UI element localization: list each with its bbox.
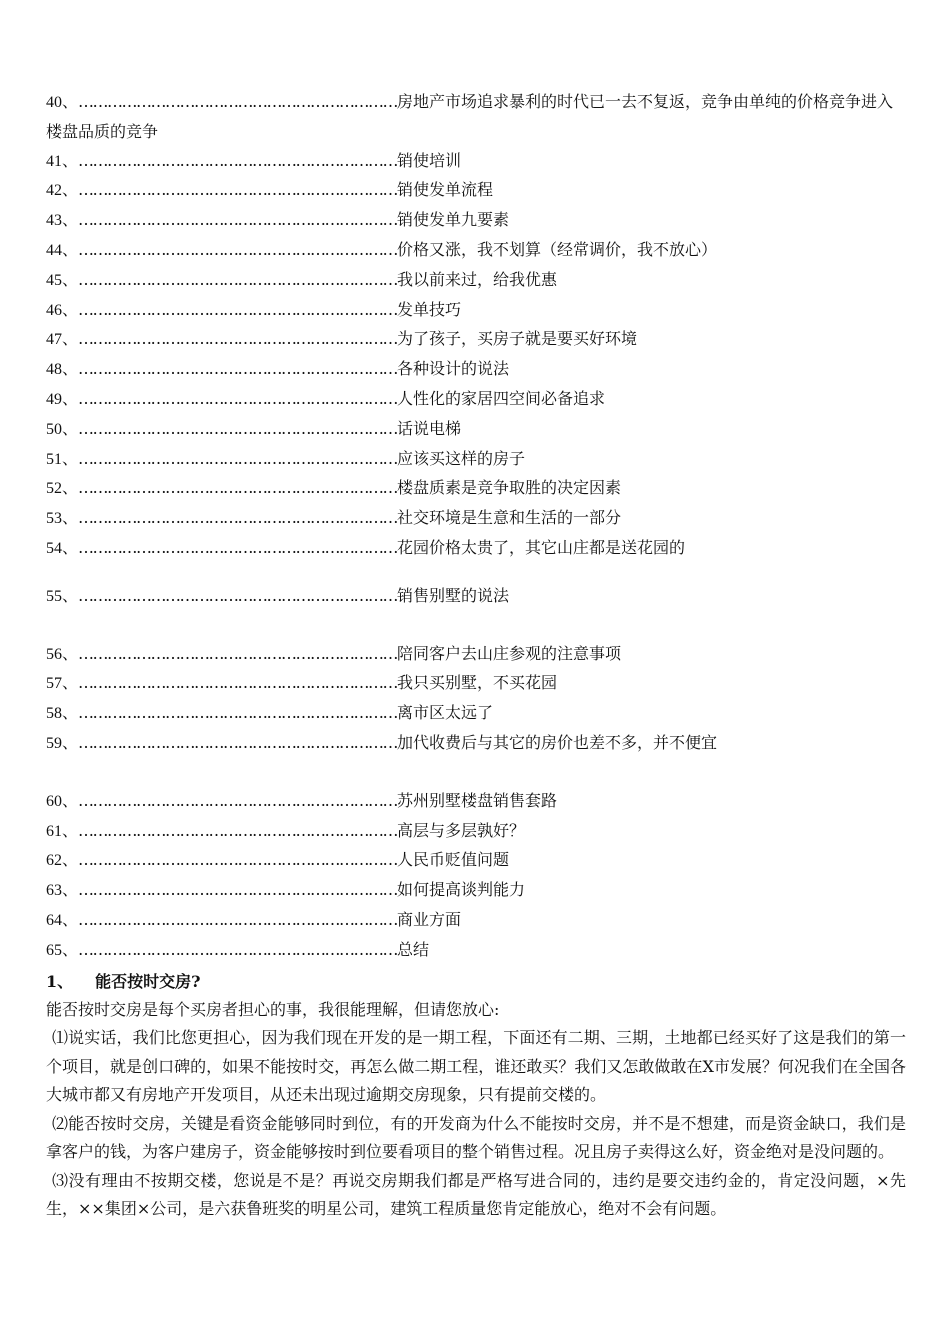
toc-number: 61、: [46, 822, 79, 840]
toc-leader-dots: …………………………………………………………: [78, 239, 398, 259]
toc-title: 总结: [397, 939, 430, 959]
toc-entry: [46, 787, 906, 817]
toc-entry: [46, 876, 906, 906]
toc-entry: [46, 906, 906, 936]
toc-leader-dots: …………………………………………………………: [78, 732, 398, 752]
toc-entry: [46, 385, 906, 415]
section-title: 能否按时交房?: [95, 971, 201, 991]
toc-title: 高层与多层孰好？: [397, 820, 526, 840]
toc-number: 63、: [46, 882, 79, 900]
toc-leader-dots: …………………………………………………………: [78, 880, 398, 900]
section-point: ⑶没有理由不按期交楼，您说是不是？再说交房期我们都是严格写进合同的，违约是要交违约金的，肯定没问题，×先生，××集团×公司，是六获鲁班奖的明星公司，建筑工程质量您肯定能放心，绝对不会有问题。: [46, 1170, 906, 1219]
toc-entry: [46, 582, 906, 612]
toc-number: 45、: [46, 271, 79, 289]
toc-entry: [46, 669, 906, 699]
toc-leader-dots: …………………………………………………………: [78, 673, 398, 693]
section-intro: 能否按时交房是每个买房者担心的事，我很能理解，但请您放心:: [46, 999, 500, 1019]
toc-number: 42、: [46, 182, 79, 200]
spacer: [46, 564, 906, 582]
toc-title: 我以前来过，给我优惠: [397, 269, 558, 289]
section-point: ⑵能否按时交房，关键是看资金能够同时到位，有的开发商为什么不能按时交房，并不是不想建，而是资金缺口，我们是拿客户的钱，为客户建房子，资金能够按时到位要看项目的整个销售过程。况且房子卖得这么好，资金绝对是没问题的。: [46, 1113, 906, 1162]
toc-entry: [46, 296, 906, 326]
section-heading: [46, 968, 906, 996]
toc-leader-dots: …………………………………………………………: [78, 92, 398, 111]
toc-leader-dots: …………………………………………………………: [78, 585, 398, 605]
toc-entry: [46, 266, 906, 296]
toc-entry: [46, 415, 906, 445]
toc-entry: [46, 176, 906, 206]
toc-number: 43、: [46, 212, 79, 230]
toc-number: 62、: [46, 852, 79, 870]
toc-title: 我只买别墅，不买花园: [397, 673, 558, 693]
toc-entry: [46, 88, 906, 147]
toc-leader-dots: …………………………………………………………: [78, 299, 398, 319]
toc-number: 60、: [46, 792, 79, 810]
toc-leader-dots: …………………………………………………………: [78, 269, 398, 289]
toc-title: 陪同客户去山庄参观的注意事项: [397, 643, 622, 663]
toc-title: 销售别墅的说法: [397, 585, 510, 605]
toc-number: 53、: [46, 510, 79, 528]
toc-title: 人性化的家居四空间必备追求: [397, 388, 606, 408]
document-page: [46, 88, 906, 1224]
toc-title: 苏州别墅楼盘销售套路: [397, 790, 558, 810]
toc-leader-dots: …………………………………………………………: [78, 643, 398, 663]
toc-title: 加代收费后与其它的房价也差不多，并不便宜: [397, 732, 718, 752]
toc-number: 57、: [46, 675, 79, 693]
toc-leader-dots: …………………………………………………………: [78, 703, 398, 723]
toc-leader-dots: …………………………………………………………: [78, 478, 398, 498]
toc-number: 44、: [46, 241, 79, 259]
toc-leader-dots: …………………………………………………………: [78, 790, 398, 810]
toc-leader-dots: …………………………………………………………: [78, 909, 398, 929]
toc-title: 如何提高谈判能力: [397, 880, 526, 900]
toc-entry: [46, 640, 906, 670]
spacer: [46, 759, 906, 787]
toc-number: 41、: [46, 152, 79, 170]
toc-leader-dots: …………………………………………………………: [78, 359, 398, 379]
toc-leader-dots: …………………………………………………………: [78, 180, 398, 200]
toc-entry: [46, 474, 906, 504]
toc-entry: [46, 355, 906, 385]
toc-number: 64、: [46, 911, 79, 929]
toc-number: 65、: [46, 941, 79, 959]
toc-leader-dots: …………………………………………………………: [78, 329, 398, 349]
spacer: [46, 612, 906, 640]
toc-title: 房地产市场追求暴利的时代已一去不复返，竞争由单纯的价格竞争进入楼盘品质的竞争: [46, 92, 894, 141]
toc-leader-dots: …………………………………………………………: [78, 210, 398, 230]
toc-entry: [46, 236, 906, 266]
toc-entry: [46, 817, 906, 847]
toc-number: 49、: [46, 390, 79, 408]
toc-leader-dots: …………………………………………………………: [78, 388, 398, 408]
toc-title: 销使培训: [397, 150, 462, 170]
toc-title: 发单技巧: [397, 299, 462, 319]
toc-entry: [46, 325, 906, 355]
toc-number: 56、: [46, 645, 79, 663]
section-number: 1、: [46, 971, 74, 991]
toc-title: 价格又涨，我不划算（经常调价，我不放心）: [397, 239, 718, 259]
toc-title: 花园价格太贵了，其它山庄都是送花园的: [397, 537, 686, 557]
toc-leader-dots: …………………………………………………………: [78, 820, 398, 840]
toc-title: 商业方面: [397, 909, 462, 929]
toc-title: 销使发单九要素: [397, 210, 510, 230]
toc-number: 48、: [46, 361, 79, 379]
toc-leader-dots: …………………………………………………………: [78, 150, 398, 170]
toc-number: 47、: [46, 331, 79, 349]
toc-title: 应该买这样的房子: [397, 448, 526, 468]
toc-number: 55、: [46, 587, 79, 605]
toc-title: 为了孩子，买房子就是要买好环境: [397, 329, 638, 349]
toc-number: 50、: [46, 420, 79, 438]
toc-leader-dots: …………………………………………………………: [78, 537, 398, 557]
toc-title: 离市区太远了: [397, 703, 494, 723]
toc-leader-dots: …………………………………………………………: [78, 418, 398, 438]
toc-entry: [46, 445, 906, 475]
toc-title: 社交环境是生意和生活的一部分: [397, 508, 622, 528]
toc-title: 话说电梯: [397, 418, 462, 438]
toc-number: 40、: [46, 94, 79, 111]
toc-leader-dots: …………………………………………………………: [78, 448, 398, 468]
toc-number: 52、: [46, 480, 79, 498]
toc-number: 46、: [46, 301, 79, 319]
toc-entry: [46, 534, 906, 564]
toc-entry: [46, 729, 906, 759]
toc-entry: [46, 504, 906, 534]
section-point: ⑴说实话，我们比您更担心，因为我们现在开发的是一期工程，下面还有二期、三期，土地都已经买好了这是我们的第一个项目，就是创口碑的，如果不能按时交，再怎么做二期工程，谁还敢买？我们又怎敢做敢在X市发展？何况我们在全国各大城市都又有房地产开发项目，从还未出现过逾期交房现象，只有提前交楼的。: [46, 1028, 906, 1105]
toc-number: 58、: [46, 705, 79, 723]
toc-entry: [46, 206, 906, 236]
toc-leader-dots: …………………………………………………………: [78, 939, 398, 959]
toc-entry: [46, 936, 906, 966]
toc-title: 人民币贬值问题: [397, 850, 510, 870]
toc-entry: [46, 147, 906, 177]
toc-title: 销使发单流程: [397, 180, 494, 200]
toc-leader-dots: …………………………………………………………: [78, 850, 398, 870]
toc-leader-dots: …………………………………………………………: [78, 508, 398, 528]
toc-number: 59、: [46, 734, 79, 752]
toc-entry: [46, 846, 906, 876]
toc-number: 51、: [46, 450, 79, 468]
toc-entry: [46, 699, 906, 729]
toc-title: 各种设计的说法: [397, 359, 510, 379]
toc-title: 楼盘质素是竞争取胜的决定因素: [397, 478, 622, 498]
toc-number: 54、: [46, 539, 79, 557]
